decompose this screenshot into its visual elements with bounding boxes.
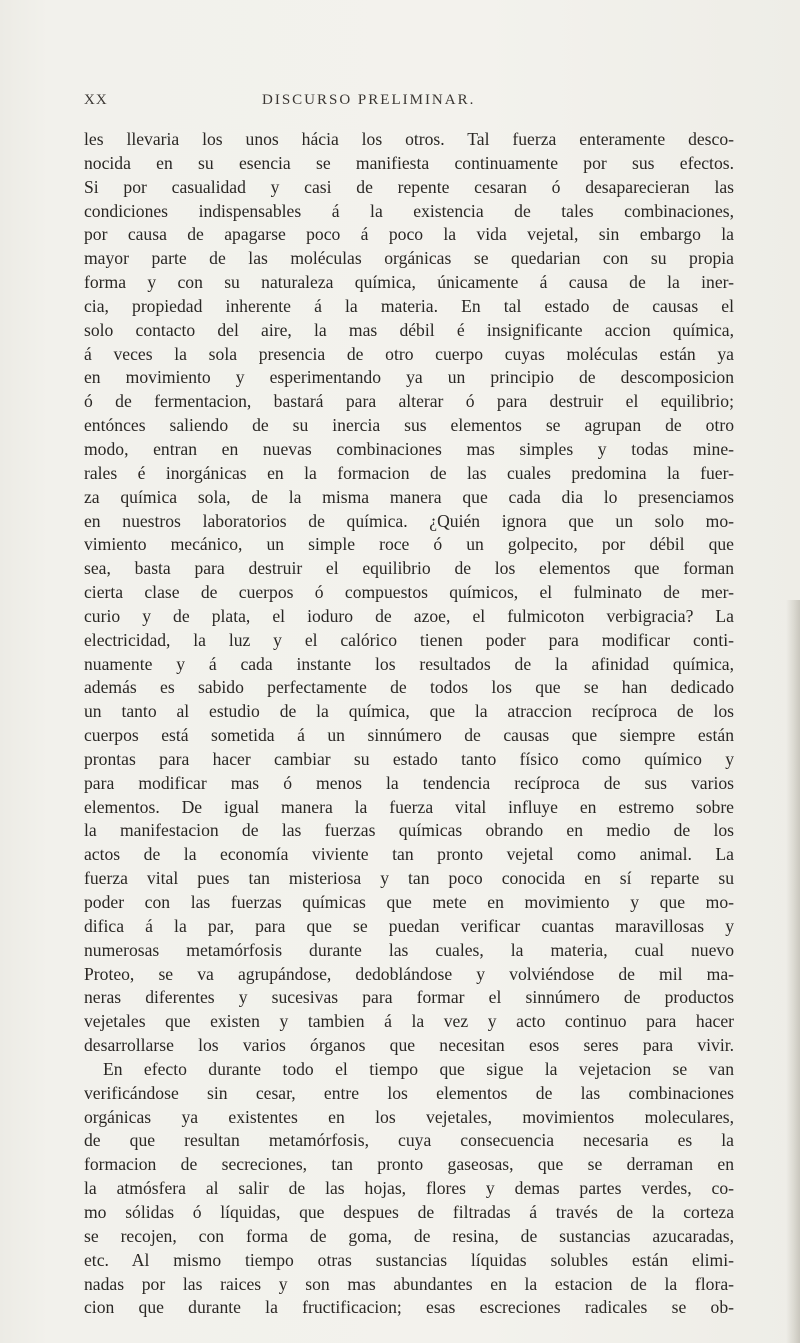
text-line: etc. Al mismo tiempo otras sustancias líquidas solubles están elimi-	[84, 1249, 734, 1270]
text-line: nocida en su esencia se manifiesta continuamente por sus efectos.	[84, 152, 734, 173]
page-edge-shadow	[786, 600, 800, 1343]
text-line: mayor parte de las moléculas orgánicas se quedarian con su propia	[84, 248, 734, 269]
text-line: curio y de plata, el ioduro de azoe, el fulmicoton verbigracia? La	[84, 605, 734, 626]
text-line: forma y con su naturaleza química, únicamente á causa de la iner-	[84, 272, 734, 293]
text-line: sea, basta para destruir el equilibrio de los elementos que forman	[84, 558, 734, 579]
text-line: cia, propiedad inherente á la materia. En tal estado de causas el	[84, 295, 734, 316]
text-line: nuamente y á cada instante los resultados de la afinidad química,	[84, 653, 734, 674]
text-line: En efecto durante todo el tiempo que sigue la vejetacion se van	[103, 1058, 734, 1079]
text-line: de que resultan metamórfosis, cuya consecuencia necesaria es la	[84, 1130, 734, 1151]
text-line: desarrollarse los varios órganos que necesitan esos seres para vivir.	[84, 1035, 734, 1056]
text-line: formacion de secreciones, tan pronto gaseosas, que se derraman en	[84, 1154, 734, 1175]
text-line: difica á la par, para que se puedan verificar cuantas maravillosas y	[84, 915, 734, 936]
text-line: además es sabido perfectamente de todos los que se han dedicado	[84, 677, 734, 698]
text-line: fuerza vital pues tan misteriosa y tan poco conocida en sí reparte su	[84, 868, 734, 889]
body-text	[84, 128, 734, 1320]
page-number: XX	[84, 92, 108, 108]
text-line: cierta clase de cuerpos ó compuestos químicos, el fulminato de mer-	[84, 582, 734, 603]
text-line: neras diferentes y sucesivas para formar el sinnúmero de productos	[84, 987, 734, 1008]
text-line: Proteo, se va agrupándose, dedoblándose y volviéndose de mil ma-	[84, 963, 734, 984]
text-line: les llevaria los unos hácia los otros. Tal fuerza enteramente desco-	[84, 129, 734, 149]
text-line: nadas por las raices y son mas abundantes en la estacion de la flora-	[84, 1273, 734, 1294]
text-line: entónces saliendo de su inercia sus elementos se agrupan de otro	[84, 415, 734, 436]
text-line: cuerpos está sometida á un sinnúmero de causas que siempre están	[84, 725, 734, 746]
text-line: ó de fermentacion, bastará para alterar ó para destruir el equilibrio;	[84, 391, 734, 412]
text-line: za química sola, de la misma manera que cada dia lo presenciamos	[84, 486, 734, 507]
text-line: actos de la economía viviente tan pronto vejetal como animal. La	[84, 844, 734, 865]
text-line: por causa de apagarse poco á poco la vida vejetal, sin embargo la	[84, 224, 734, 245]
text-line: un tanto al estudio de la química, que la atraccion recíproca de los	[84, 701, 734, 722]
text-line: la atmósfera al salir de las hojas, flores y demas partes verdes, co-	[84, 1178, 734, 1199]
text-line: orgánicas ya existentes en los vejetales, movimientos moleculares,	[84, 1106, 734, 1127]
text-line: en movimiento y esperimentando ya un principio de descomposicion	[84, 367, 734, 388]
text-line: prontas para hacer cambiar su estado tanto físico como químico y	[84, 748, 734, 769]
text-line: á veces la sola presencia de otro cuerpo cuyas moléculas están ya	[84, 343, 734, 364]
text-line: condiciones indispensables á la existencia de tales combinaciones,	[84, 200, 734, 221]
page-header	[84, 92, 724, 116]
text-line: electricidad, la luz y el calórico tienen poder para modificar conti-	[84, 629, 734, 650]
text-line: solo contacto del aire, la mas débil é insignificante accion química,	[84, 319, 734, 340]
text-line: la manifestacion de las fuerzas químicas obrando en medio de los	[84, 820, 734, 841]
text-line: rales é inorgánicas en la formacion de las cuales predomina la fuer-	[84, 462, 734, 483]
text-line: poder con las fuerzas químicas que mete en movimiento y que mo-	[84, 892, 734, 912]
text-line: modo, entran en nuevas combinaciones mas simples y todas mine-	[84, 438, 734, 459]
running-title: DISCURSO PRELIMINAR.	[262, 92, 476, 108]
text-line: numerosas metamórfosis durante las cuales, la materia, cual nuevo	[84, 939, 734, 960]
text-line: para modificar mas ó menos la tendencia recíproca de sus varios	[84, 772, 734, 793]
text-line: vimiento mecánico, un simple roce ó un golpecito, por débil que	[84, 534, 734, 555]
text-line: Si por casualidad y casi de repente cesaran ó desaparecieran las	[84, 176, 734, 197]
text-line: en nuestros laboratorios de química. ¿Quién ignora que un solo mo-	[84, 510, 734, 531]
text-line: elementos. De igual manera la fuerza vital influye en estremo sobre	[84, 796, 734, 817]
text-line: vejetales que existen y tambien á la vez y acto continuo para hacer	[84, 1011, 734, 1032]
text-line: mo sólidas ó líquidas, que despues de filtradas á través de la corteza	[84, 1201, 734, 1222]
text-line: se recojen, con forma de goma, de resina, de sustancias azucaradas,	[84, 1225, 734, 1246]
text-line: verificándose sin cesar, entre los elementos de las combinaciones	[84, 1082, 734, 1103]
text-line: cion que durante la fructificacion; esas escreciones radicales se ob-	[84, 1297, 734, 1318]
